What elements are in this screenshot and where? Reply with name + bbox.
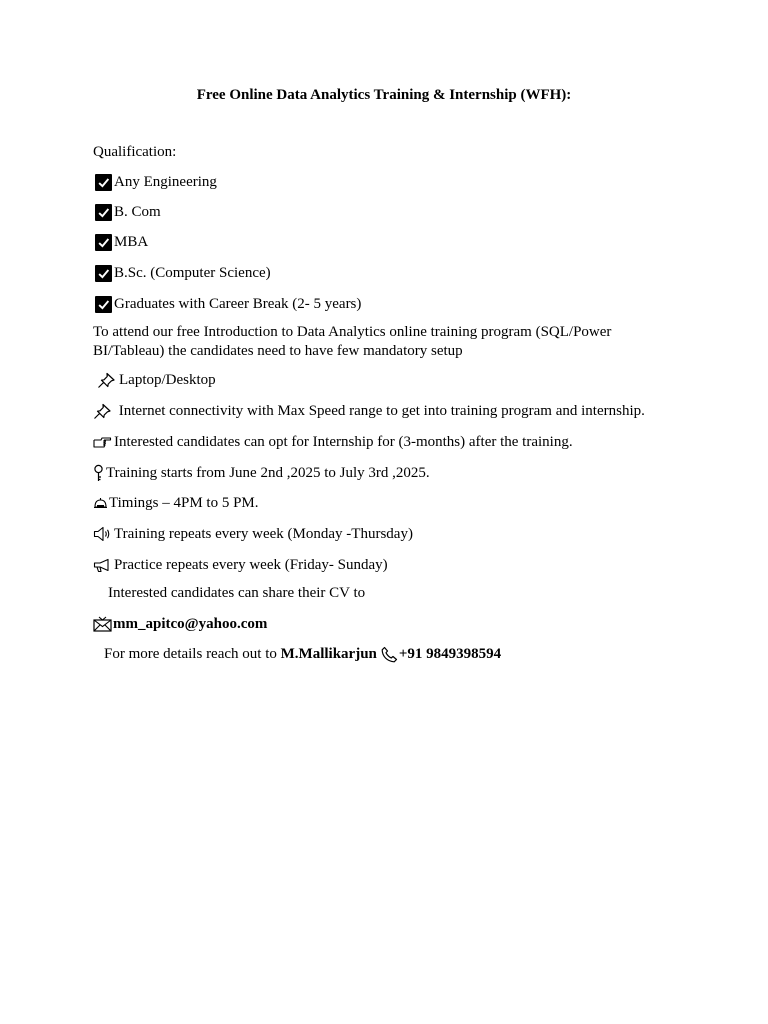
key-icon — [93, 464, 104, 482]
contact-name: M.Mallikarjun — [280, 645, 377, 662]
requirement-label: Internet connectivity with Max Speed range to get into training program and internship. — [115, 402, 645, 419]
dates-line — [93, 463, 430, 483]
phone-icon — [381, 646, 398, 663]
qualification-label: B. Com — [114, 203, 161, 220]
requirement-label: Laptop/Desktop — [119, 371, 216, 388]
email-line — [93, 614, 267, 634]
training-line — [93, 524, 413, 544]
check-box-icon — [95, 234, 112, 251]
qualification-item — [93, 202, 161, 222]
requirement-item — [97, 370, 216, 390]
pushpin-icon — [97, 372, 116, 389]
contact-prefix: For more details reach out to — [104, 645, 281, 662]
training-text: Training repeats every week (Monday -Thursday) — [114, 525, 413, 542]
intro-paragraph: To attend our free Introduction to Data Analytics online training program (SQL/Power BI/Tableau) the candidates need to have few mandatory setup — [93, 324, 612, 359]
qualification-label: MBA — [114, 233, 149, 250]
qualification-label: B.Sc. (Computer Science) — [114, 264, 271, 281]
qualification-item — [93, 263, 271, 283]
megaphone-icon — [93, 558, 112, 573]
qualification-label: Graduates with Career Break (2- 5 years) — [114, 295, 362, 312]
qualification-item — [93, 172, 217, 192]
page-title: Free Online Data Analytics Training & Internship (WFH): — [196, 87, 572, 103]
timings-text: Timings – 4PM to 5 PM. — [109, 494, 259, 511]
contact-phone[interactable]: +91 9849398594 — [398, 645, 502, 662]
qualification-heading: Qualification: — [93, 143, 177, 160]
contact-line — [104, 644, 501, 664]
dates-text: Training starts from June 2nd ,2025 to July 3rd ,2025. — [106, 464, 430, 481]
pointing-hand-icon — [93, 435, 112, 449]
requirement-item — [93, 401, 645, 421]
contact-email[interactable]: mm_apitco@yahoo.com — [113, 615, 268, 632]
check-box-icon — [95, 204, 112, 221]
speaker-icon — [93, 526, 112, 542]
qualification-item — [93, 232, 148, 252]
share-cv-text: Interested candidates can share their CV to — [108, 584, 366, 601]
timings-line — [93, 493, 259, 513]
check-box-icon — [95, 174, 112, 191]
practice-text: Practice repeats every week (Friday- Sunday) — [114, 556, 388, 573]
qualification-label: Any Engineering — [114, 173, 217, 190]
internship-text: Interested candidates can opt for Internship for (3-months) after the training. — [114, 433, 573, 450]
qualification-item — [93, 294, 361, 314]
check-box-icon — [95, 265, 112, 282]
check-box-icon — [95, 296, 112, 313]
pushpin-icon — [93, 403, 112, 420]
alarm-bell-icon — [93, 497, 108, 509]
internship-line — [93, 432, 573, 452]
envelope-icon — [93, 616, 112, 632]
practice-line — [93, 555, 388, 575]
